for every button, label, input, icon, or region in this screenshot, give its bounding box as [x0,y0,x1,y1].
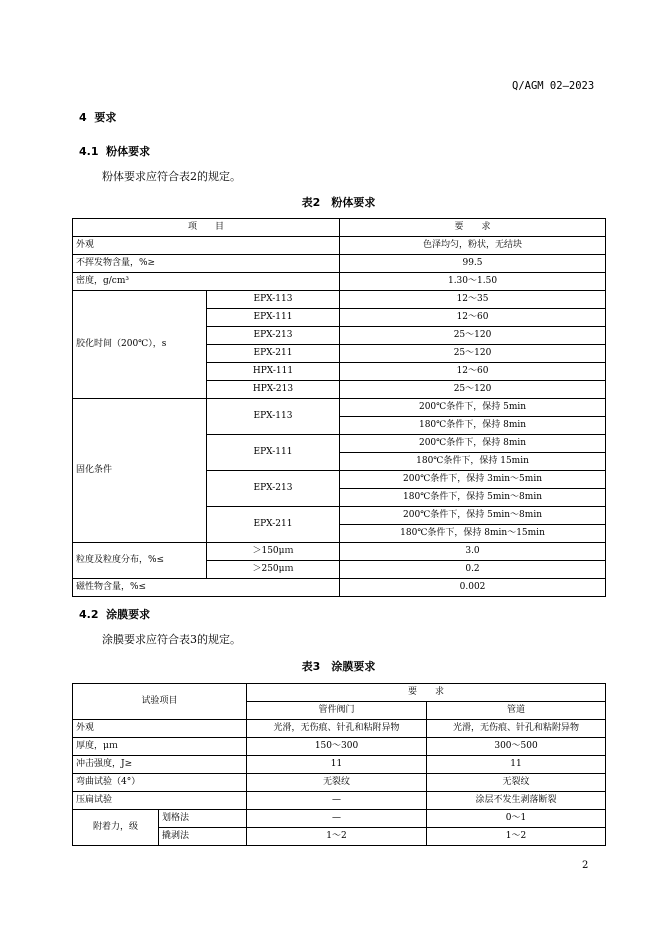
table-cell: 180℃条件下，保持 15min [340,453,606,471]
table-row [73,219,606,237]
table-cell: HPX-111 [207,363,340,381]
section-title: 要求 [94,111,117,124]
table-cell: EPX-213 [207,327,340,345]
table-header-cell: 要 求 [340,219,606,237]
table-row [73,720,606,738]
table-cell: 25～120 [340,345,606,363]
section-number: 4 [79,111,87,124]
table-cell: 冲击强度，J≥ [73,756,247,774]
table-cell: ＞250μｍ [207,561,340,579]
table-cell: 180℃条件下，保持 5min～8min [340,489,606,507]
table-cell: 色泽均匀，粉状，无结块 [340,237,606,255]
page-number: 2 [582,860,589,871]
section-title: 涂膜要求 [106,608,151,621]
table-row [73,579,606,597]
table-cell: 压扁试验 [73,792,247,810]
table-row [73,738,606,756]
table-row [73,774,606,792]
table-cell: 200℃条件下，保持 8min [340,435,606,453]
section-4-1-heading [79,143,150,159]
table-cell: 密度，g/cm³ [73,273,340,291]
table-header-cell: 要 求 [247,684,606,702]
table-header-cell: 管道 [427,702,606,720]
table-cell: EPX-111 [207,435,340,471]
table-cell: 12～60 [340,363,606,381]
table-cell: 光滑，无伤痕、针孔和粘附异物 [247,720,427,738]
table-cell: 25～120 [340,327,606,345]
table-3 [72,683,606,846]
table-cell: EPX-213 [207,471,340,507]
table-cell: 粒度及粒度分布，%≤ [73,543,207,579]
table-row [73,273,606,291]
table-cell: 不挥发物含量，%≥ [73,255,340,273]
table-cell: 180℃条件下，保持 8min [340,417,606,435]
table-cell: 胶化时间（200℃），s [73,291,207,399]
section-4-2-heading [79,606,150,622]
table-3-caption: 表3 涂膜要求 [301,660,376,673]
table-cell: 180℃条件下，保持 8min～15min [340,525,606,543]
table-cell: 300～500 [427,738,606,756]
table-cell: — [247,810,427,828]
table-cell: 200℃条件下，保持 5min～8min [340,507,606,525]
table-row [73,237,606,255]
section-number: 4.1 [79,145,99,158]
table-cell: 3.0 [340,543,606,561]
table-cell: 无裂纹 [247,774,427,792]
table-cell: 磁性物含量，%≤ [73,579,340,597]
table-cell: 0.2 [340,561,606,579]
table-cell: 11 [427,756,606,774]
table-cell: EPX-113 [207,291,340,309]
document-code: Q/AGM 02—2023 [512,80,595,92]
table-cell: 25～120 [340,381,606,399]
table-cell: 撬剥法 [159,828,247,846]
table-cell: HPX-213 [207,381,340,399]
table-cell: 涂层不发生剥落断裂 [427,792,606,810]
table-cell: 1.30～1.50 [340,273,606,291]
table-2 [72,218,606,597]
table-cell: 0.002 [340,579,606,597]
paragraph: 涂膜要求应符合表3的规定。 [102,633,241,646]
table-header-cell: 管件阀门 [247,702,427,720]
table-cell: 99.5 [340,255,606,273]
table-cell: 1～2 [247,828,427,846]
table-row [73,291,606,309]
table-2-caption: 表2 粉体要求 [301,196,376,209]
table-row [73,684,606,702]
section-number: 4.2 [79,608,99,621]
table-header-cell: 项 目 [73,219,340,237]
table-cell: 外观 [73,237,340,255]
table-cell: 固化条件 [73,399,207,543]
table-row [73,756,606,774]
table-header-cell: 试验项目 [73,684,247,720]
table-cell: 11 [247,756,427,774]
table-cell: — [247,792,427,810]
table-cell: EPX-113 [207,399,340,435]
table-cell: 外观 [73,720,247,738]
table-row [73,543,606,561]
paragraph: 粉体要求应符合表2的规定。 [102,170,241,183]
table-cell: 0～1 [427,810,606,828]
table-cell: 附着力，级 [73,810,159,846]
table-cell: 光滑，无伤痕、针孔和粘附异物 [427,720,606,738]
section-4-heading [79,109,116,125]
table-cell: EPX-111 [207,309,340,327]
table-cell: 150～300 [247,738,427,756]
section-title: 粉体要求 [106,145,151,158]
table-cell: 划格法 [159,810,247,828]
table-cell: 1～2 [427,828,606,846]
table-cell: EPX-211 [207,507,340,543]
table-cell: EPX-211 [207,345,340,363]
table-cell: 200℃条件下，保持 5min [340,399,606,417]
table-cell: 弯曲试验（4°） [73,774,247,792]
table-cell: 厚度，μｍ [73,738,247,756]
table-cell: 200℃条件下，保持 3min～5min [340,471,606,489]
table-cell: 12～35 [340,291,606,309]
table-row [73,810,606,828]
table-cell: 无裂纹 [427,774,606,792]
table-row [73,399,606,417]
table-row [73,255,606,273]
table-cell: 12～60 [340,309,606,327]
table-row [73,792,606,810]
table-cell: ＞150μｍ [207,543,340,561]
